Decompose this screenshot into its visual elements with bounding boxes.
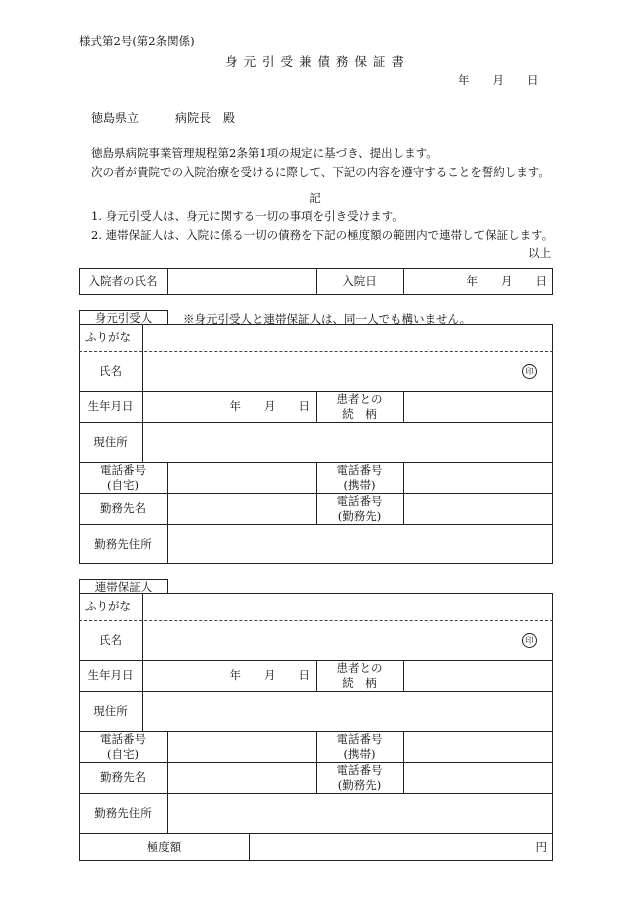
s1-furigana-field[interactable]	[142, 324, 553, 351]
ijou: 以上	[528, 246, 551, 260]
s2-mobile-phone-field[interactable]	[403, 731, 553, 762]
s1-work-address-field[interactable]	[167, 524, 553, 564]
limit-amount-field[interactable]: 円	[535, 839, 547, 854]
form-number: 様式第2号(第2条関係)	[79, 34, 195, 48]
s1-work-phone-field[interactable]	[403, 493, 553, 524]
s1-furigana-label: ふりがな	[85, 330, 131, 345]
s2-name-label: 氏名	[99, 632, 122, 647]
s1-mobile-phone-label: 電話番号 (携帯)	[336, 463, 383, 492]
limit-amount-label: 極度額	[146, 839, 182, 854]
s2-relationship-label: 患者との 続 柄	[336, 661, 383, 690]
s2-birthdate-label: 生年月日	[87, 668, 134, 683]
ki-heading: 記	[309, 191, 321, 205]
s2-workplace-field[interactable]	[167, 762, 316, 793]
admission-date-label: 入院日	[342, 274, 377, 289]
seal-icon: 印	[522, 633, 537, 648]
intro-line-2: 次の者が貴院での入院治療を受けるに際して、下記の内容を遵守することを誓約します。	[91, 165, 550, 179]
s2-mobile-phone-label: 電話番号 (携帯)	[336, 732, 383, 761]
s1-work-phone-label: 電話番号 (勤務先)	[336, 494, 383, 523]
s2-address-field[interactable]	[142, 691, 553, 731]
patient-name-label: 入院者の氏名	[88, 274, 158, 289]
intro-line-1: 徳島県病院事業管理規程第2条第1項の規定に基づき、提出します。	[91, 146, 438, 160]
s2-home-phone-field[interactable]	[167, 731, 316, 762]
s2-workplace-label: 勤務先名	[100, 770, 146, 785]
admission-date-field[interactable]: 年 月 日	[466, 274, 547, 289]
s1-address-field[interactable]	[142, 422, 553, 462]
seal-icon: 印	[522, 364, 537, 379]
s2-furigana-label: ふりがな	[85, 599, 131, 614]
s2-birthdate-field[interactable]: 年 月 日	[229, 668, 310, 683]
s1-work-address-label: 勤務先住所	[94, 536, 152, 551]
s1-workplace-field[interactable]	[167, 493, 316, 524]
guarantor-note: ※身元引受人と連帯保証人は、同一人でも構いません。	[183, 312, 472, 326]
s1-name-field[interactable]	[142, 351, 553, 391]
s1-home-phone-label: 電話番号 (自宅)	[100, 463, 146, 492]
patient-name-field[interactable]	[167, 268, 316, 295]
s2-furigana-field[interactable]	[142, 593, 553, 620]
s1-name-label: 氏名	[99, 363, 122, 378]
s2-address-label: 現住所	[93, 703, 128, 718]
s1-home-phone-field[interactable]	[167, 462, 316, 493]
s1-relationship-label: 患者との 続 柄	[336, 392, 383, 421]
document-title: 身 元 引 受 兼 債 務 保 証 書	[225, 54, 405, 69]
s1-workplace-label: 勤務先名	[100, 501, 146, 516]
s2-work-address-field[interactable]	[167, 793, 553, 833]
s2-work-phone-field[interactable]	[403, 762, 553, 793]
s2-work-phone-label: 電話番号 (勤務先)	[336, 763, 383, 792]
s1-relationship-field[interactable]	[403, 391, 553, 422]
item-1: 1. 身元引受人は、身元に関する一切の事項を引き受けます。	[91, 209, 404, 223]
date-line: 年 月 日	[458, 73, 539, 87]
s2-home-phone-label: 電話番号 (自宅)	[100, 732, 146, 761]
addressee: 徳島県立 病院長 殿	[91, 111, 236, 125]
item-2: 2. 連帯保証人は、入院に係る一切の債務を下記の極度額の範囲内で連帯して保証します。	[91, 228, 554, 242]
s2-work-address-label: 勤務先住所	[94, 805, 152, 820]
section-tab-guarantor: 身元引受人	[79, 310, 168, 325]
s1-birthdate-field[interactable]: 年 月 日	[229, 399, 310, 414]
s2-relationship-field[interactable]	[403, 660, 553, 691]
s1-mobile-phone-field[interactable]	[403, 462, 553, 493]
s1-address-label: 現住所	[93, 434, 128, 449]
s2-name-field[interactable]	[142, 620, 553, 660]
s1-birthdate-label: 生年月日	[87, 399, 134, 414]
section-tab-joint-guarantor: 連帯保証人	[79, 579, 168, 594]
